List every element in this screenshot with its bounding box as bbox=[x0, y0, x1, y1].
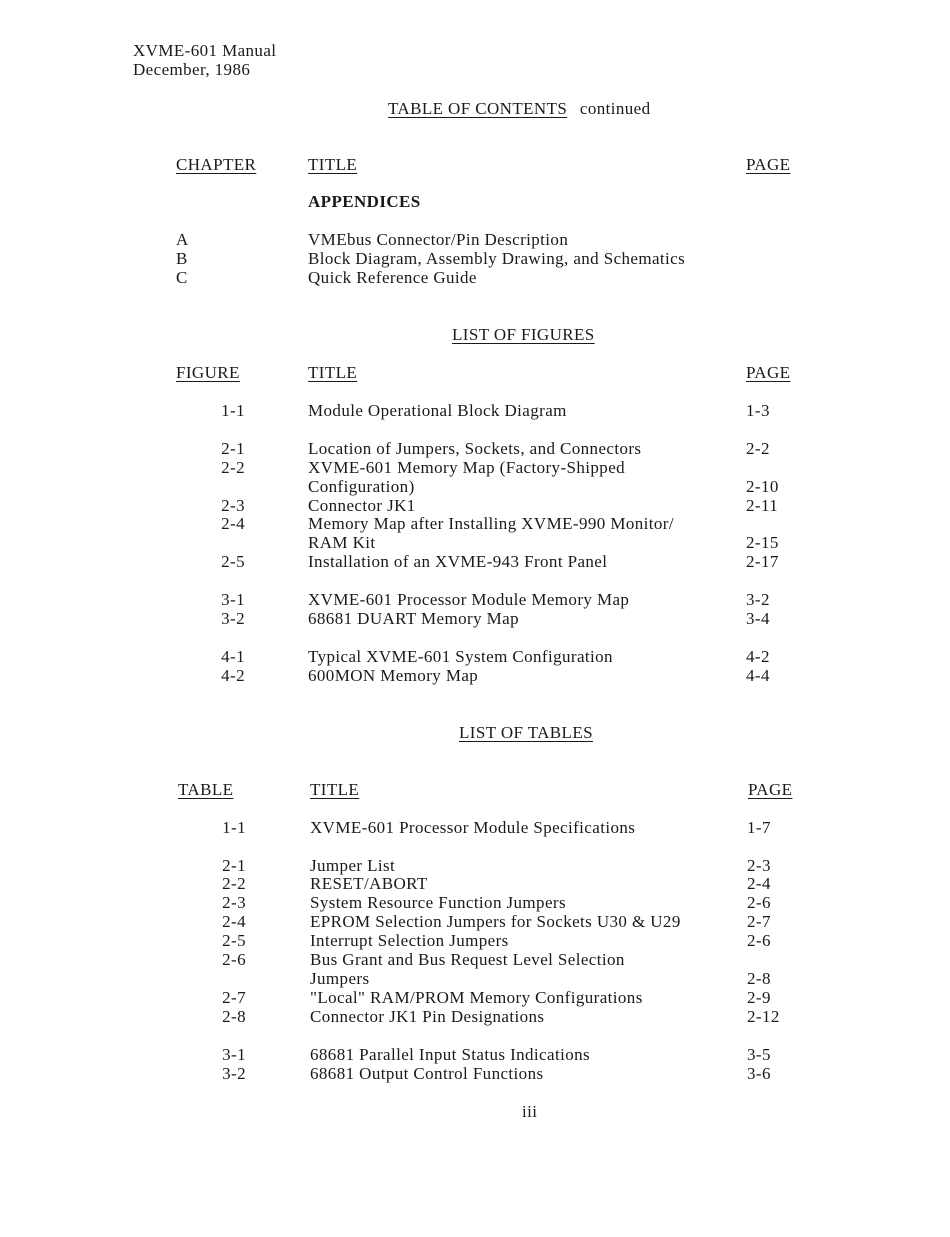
figure-title: 600MON Memory Map bbox=[308, 666, 479, 685]
col-header-title: TITLE bbox=[308, 363, 358, 382]
table-title: "Local" RAM/PROM Memory Configurations bbox=[310, 988, 643, 1007]
figure-title: XVME-601 Processor Module Memory Map bbox=[308, 590, 630, 609]
appendix-id: B bbox=[176, 249, 188, 268]
table-title: Connector JK1 Pin Designations bbox=[310, 1007, 545, 1026]
col-header-figure: FIGURE bbox=[176, 363, 240, 382]
table-number: 3-2 bbox=[222, 1064, 246, 1083]
figure-page: 4-4 bbox=[746, 666, 770, 685]
figure-page: 4-2 bbox=[746, 647, 770, 666]
table-number: 2-1 bbox=[222, 856, 246, 875]
figure-number: 4-1 bbox=[221, 647, 245, 666]
col-header-title: TITLE bbox=[308, 155, 358, 174]
figure-number: 3-1 bbox=[221, 590, 245, 609]
table-page: 2-8 bbox=[747, 969, 771, 988]
figure-number: 2-5 bbox=[221, 552, 245, 571]
toc-heading bbox=[388, 99, 651, 118]
table-page: 2-9 bbox=[747, 988, 771, 1007]
figure-number: 4-2 bbox=[221, 666, 245, 685]
figure-number: 1-1 bbox=[221, 401, 245, 420]
figure-page: 2-2 bbox=[746, 439, 770, 458]
figure-number: 2-4 bbox=[221, 514, 245, 533]
table-number: 2-8 bbox=[222, 1007, 246, 1026]
col-header-page: PAGE bbox=[748, 780, 793, 799]
table-title: Jumper List bbox=[310, 856, 396, 875]
table-title: Bus Grant and Bus Request Level Selection bbox=[310, 950, 625, 969]
appendix-title: VMEbus Connector/Pin Description bbox=[308, 230, 569, 249]
figure-page: 3-2 bbox=[746, 590, 770, 609]
table-page: 3-5 bbox=[747, 1045, 771, 1064]
figure-title-continued: Configuration) bbox=[308, 477, 415, 496]
table-number: 2-7 bbox=[222, 988, 246, 1007]
table-page: 2-3 bbox=[747, 856, 771, 875]
figure-number: 2-2 bbox=[221, 458, 245, 477]
figure-title: Installation of an XVME-943 Front Panel bbox=[308, 552, 608, 571]
table-title: System Resource Function Jumpers bbox=[310, 893, 566, 912]
table-page: 2-7 bbox=[747, 912, 771, 931]
figure-page: 2-10 bbox=[746, 477, 779, 496]
manual-title: XVME-601 Manual bbox=[133, 41, 277, 60]
table-title: 68681 Output Control Functions bbox=[310, 1064, 544, 1083]
col-header-chapter: CHAPTER bbox=[176, 155, 257, 174]
figure-page: 2-15 bbox=[746, 533, 779, 552]
figure-title-continued: RAM Kit bbox=[308, 533, 376, 552]
figure-number: 3-2 bbox=[221, 609, 245, 628]
figure-title: Location of Jumpers, Sockets, and Connectors bbox=[308, 439, 642, 458]
figure-title: 68681 DUART Memory Map bbox=[308, 609, 519, 628]
page-number: iii bbox=[522, 1102, 538, 1121]
figure-page: 1-3 bbox=[746, 401, 770, 420]
toc-title: TABLE OF CONTENTS bbox=[388, 99, 568, 118]
table-title: EPROM Selection Jumpers for Sockets U30 & U29 bbox=[310, 912, 681, 931]
figure-title: Memory Map after Installing XVME-990 Monitor/ bbox=[308, 514, 674, 533]
table-number: 2-2 bbox=[222, 874, 246, 893]
table-page: 2-4 bbox=[747, 874, 771, 893]
figure-number: 2-1 bbox=[221, 439, 245, 458]
col-header-table: TABLE bbox=[178, 780, 234, 799]
table-page: 3-6 bbox=[747, 1064, 771, 1083]
table-title-continued: Jumpers bbox=[310, 969, 370, 988]
tables-heading: LIST OF TABLES bbox=[459, 723, 593, 742]
table-number: 2-4 bbox=[222, 912, 246, 931]
col-header-page: PAGE bbox=[746, 363, 791, 382]
appendices-heading: APPENDICES bbox=[308, 192, 421, 211]
figure-title: Module Operational Block Diagram bbox=[308, 401, 567, 420]
col-header-title: TITLE bbox=[310, 780, 360, 799]
table-title: XVME-601 Processor Module Specifications bbox=[310, 818, 636, 837]
figure-title: XVME-601 Memory Map (Factory-Shipped bbox=[308, 458, 626, 477]
table-title: 68681 Parallel Input Status Indications bbox=[310, 1045, 591, 1064]
table-title: RESET/ABORT bbox=[310, 874, 428, 893]
appendix-title: Block Diagram, Assembly Drawing, and Schematics bbox=[308, 249, 686, 268]
table-title: Interrupt Selection Jumpers bbox=[310, 931, 509, 950]
appendix-title: Quick Reference Guide bbox=[308, 268, 477, 287]
table-page: 2-6 bbox=[747, 931, 771, 950]
table-number: 1-1 bbox=[222, 818, 246, 837]
table-page: 2-12 bbox=[747, 1007, 780, 1026]
figure-title: Connector JK1 bbox=[308, 496, 416, 515]
figures-heading: LIST OF FIGURES bbox=[452, 325, 595, 344]
figure-number: 2-3 bbox=[221, 496, 245, 515]
table-number: 2-5 bbox=[222, 931, 246, 950]
manual-date: December, 1986 bbox=[133, 60, 251, 79]
col-header-page: PAGE bbox=[746, 155, 791, 174]
appendix-id: C bbox=[176, 268, 188, 287]
table-page: 2-6 bbox=[747, 893, 771, 912]
table-number: 2-3 bbox=[222, 893, 246, 912]
figure-page: 2-17 bbox=[746, 552, 779, 571]
figure-page: 3-4 bbox=[746, 609, 770, 628]
table-number: 3-1 bbox=[222, 1045, 246, 1064]
table-page: 1-7 bbox=[747, 818, 771, 837]
figure-page: 2-11 bbox=[746, 496, 779, 515]
figure-title: Typical XVME-601 System Configuration bbox=[308, 647, 613, 666]
appendix-id: A bbox=[176, 230, 189, 249]
table-number: 2-6 bbox=[222, 950, 246, 969]
toc-title-suffix: continued bbox=[579, 99, 651, 118]
